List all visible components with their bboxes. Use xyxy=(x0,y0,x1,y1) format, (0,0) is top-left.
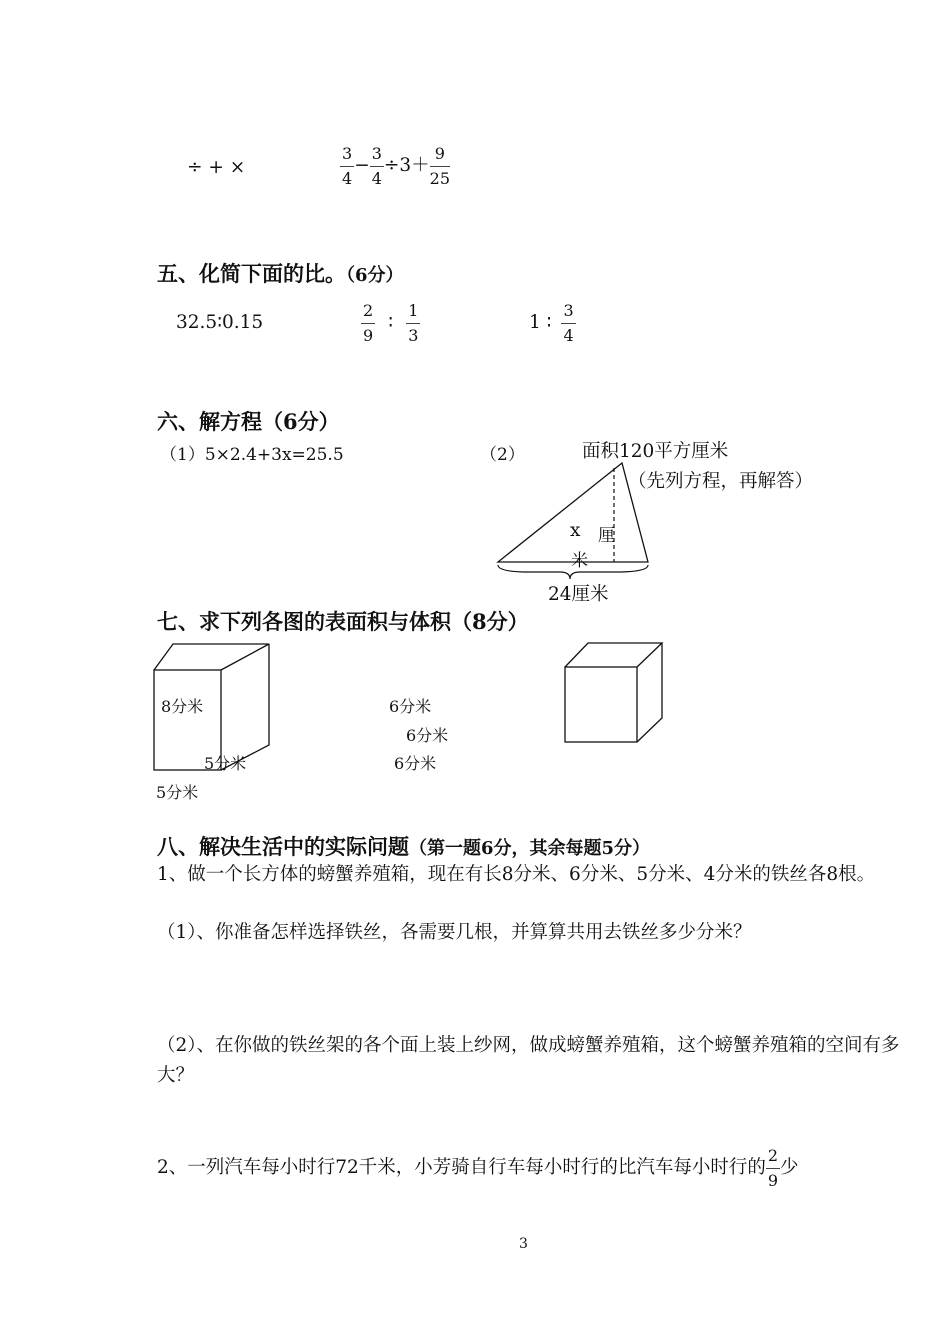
section-8-heading: 八、解决生活中的实际问题（第一题6分，其余每题5分） xyxy=(157,834,651,859)
height-label-x: x xyxy=(570,520,581,541)
operators-text: ÷ + × xyxy=(187,157,246,178)
height-label-unit-1: 厘 xyxy=(598,526,615,546)
fraction: $\frac{3}{4}$ xyxy=(371,144,382,188)
cube-label-1: 6分米 xyxy=(389,697,432,716)
cuboid-depth-label: 5分米 xyxy=(204,754,247,773)
section-6-heading: 六、解方程（6分） xyxy=(157,409,340,434)
section-5-heading: 五、化简下面的比。（6分） xyxy=(157,261,404,286)
page-number: 3 xyxy=(519,1236,528,1252)
cuboid-height-label: 8分米 xyxy=(161,697,204,716)
fraction: $\frac{9}{25}$ xyxy=(429,144,451,188)
question-1-part-1: （1）、你准备怎样选择铁丝，各需要几根，并算算共用去铁丝多少分米？ xyxy=(157,922,752,943)
calc-expression: $\frac{3}{4}$ − $\frac{3}{4}$ ÷3＋ $\frac{9}{25}$ xyxy=(342,144,451,188)
question-2: 2、一列汽车每小时行72千米，小芳骑自行车每小时行的比汽车每小时行的 $\frac{2}{9}$ 少 xyxy=(157,1146,799,1190)
equation-2-number: （2） xyxy=(480,445,525,465)
base-label: 24厘米 xyxy=(548,584,609,605)
ratio-2: $\frac{2}{9}$ ∶ $\frac{1}{3}$ xyxy=(363,301,419,345)
question-1-part-2: （2）、在你做的铁丝架的各个面上装上纱网，做成螃蟹养殖箱，这个螃蟹养殖箱的空间有多大？ xyxy=(157,1035,900,1086)
cube-side-face xyxy=(637,643,662,742)
cube-label-2: 6分米 xyxy=(406,726,449,745)
ratio-3: 1 ∶ $\frac{3}{4}$ xyxy=(529,301,574,345)
fraction: $\frac{3}{4}$ xyxy=(342,144,353,188)
cube-front-face xyxy=(565,667,637,742)
equation-1: （1）5×2.4+3x=25.5 xyxy=(160,445,344,465)
ratio-1: 32.5∶0.15 xyxy=(176,312,264,333)
cube-label-3: 6分米 xyxy=(394,754,437,773)
fraction: $\frac{2}{9}$ xyxy=(767,1146,779,1190)
cube-figure xyxy=(560,640,668,748)
height-label-unit-2: 米 xyxy=(571,551,588,571)
instruction-note: （先列方程，再解答） xyxy=(628,471,814,492)
triangle-area-label: 面积120平方厘米 xyxy=(582,441,729,462)
cube-top-face xyxy=(565,643,662,667)
section-7-heading: 七、求下列各图的表面积与体积（8分） xyxy=(157,609,529,634)
cuboid-width-label: 5分米 xyxy=(156,783,199,802)
question-1: 1、做一个长方体的螃蟹养殖箱，现在有长8分米、6分米、5分米、4分米的铁丝各8根。 xyxy=(157,864,876,885)
cuboid-top-face xyxy=(154,644,269,670)
